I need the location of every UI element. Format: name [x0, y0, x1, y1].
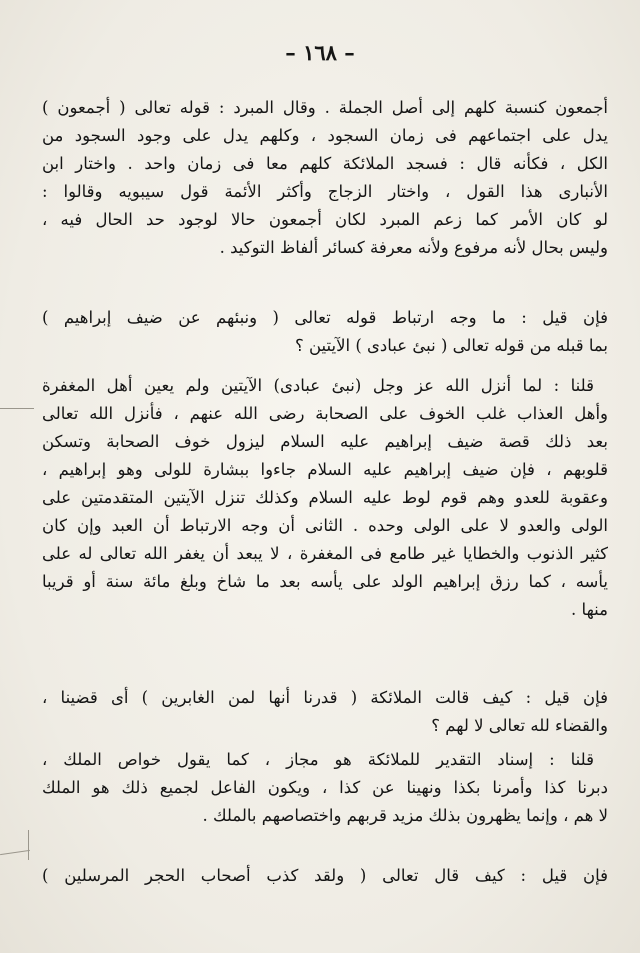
- text-line: الأنبارى هذا القول ، واختار الزجاج وأكثر الأئمة قول سيبويه وقالوا :: [42, 182, 608, 201]
- text-line: فإن قيل : كيف قالت الملائكة ( قدرنا أنها لمن الغابرين ) أى قضينا ،: [42, 688, 608, 707]
- paragraph-al-mubarrad-ajmaun: [42, 94, 608, 262]
- text-line: بما قبله من قوله تعالى ( نبئ عبادى ) الآيتين ؟: [294, 336, 608, 355]
- answer-ibrahim-guests: [42, 372, 608, 624]
- text-line: فإن قيل : كيف قال تعالى ( ولقد كذب أصحاب الحجر المرسلين ): [42, 866, 608, 885]
- text-line: يدل على اجتماعهم فى زمان السجود ، وكلهم يدل على وجود السجود من: [42, 126, 608, 145]
- text-line: قلوبهم ، فإن ضيف إبراهيم عليه السلام جاءوا ببشارة للولى وهو إبراهيم ،: [42, 460, 608, 479]
- text-line: وأهل العذاب غلب الخوف على الصحابة رضى الله عنهم ، فأنزل الله تعالى: [42, 404, 608, 423]
- text-line: فإن قيل : ما وجه ارتباط قوله تعالى ( ونبئهم عن ضيف إبراهيم ): [42, 308, 608, 327]
- text-line: لو كان الأمر كما زعم المبرد لكان أجمعون حالا لوجود حد الحال فيه ،: [42, 210, 608, 229]
- question-angels-decreed: [42, 684, 608, 740]
- text-line: والقضاء لله تعالى لا لهم ؟: [431, 716, 608, 735]
- scan-artifact: [28, 830, 29, 860]
- text-line: لا هم ، وإنما يظهرون بذلك مزيد قربهم واختصاصهم بالملك .: [202, 806, 608, 825]
- question-ashab-al-hijr: [42, 862, 608, 890]
- text-line: الولى والعدو لا على الولى وحده . الثانى أن وجه الارتباط أن العبد وإن كان: [42, 516, 608, 535]
- text-line: قلنا : إسناد التقدير للملائكة هو مجاز ، كما يقول خواص الملك ،: [42, 750, 594, 769]
- answer-angels-decreed: [42, 746, 608, 830]
- text-line: قلنا : لما أنزل الله عز وجل (نبئ عبادى) الآيتين ولم يعين أهل المغفرة: [42, 376, 594, 395]
- text-line: وعقوبة للعدو وهم قوم لوط عليه السلام وكذلك تنزل الآيتين المتقدمتين على: [42, 488, 608, 507]
- text-line: وليس بحال لأنه مرفوع ولأنه معرفة كسائر ألفاظ التوكيد .: [219, 238, 608, 257]
- scan-artifact: [0, 408, 34, 409]
- text-line: بعد ذلك قصة ضيف إبراهيم عليه السلام ليزول خوف الصحابة وتسكن: [42, 432, 608, 451]
- text-line: يأسه ، كما رزق إبراهيم الولد على يأسه بعد ما شاخ وبلغ مائة سنة أو قريبا: [42, 572, 608, 591]
- text-line: دبرنا كذا وأمرنا بكذا ونهينا عن كذا ، ويكون الفاعل لجميع ذلك هو الملك: [42, 778, 608, 797]
- scan-artifact: [0, 850, 30, 855]
- text-line: أجمعون كنسبة كلهم إلى أصل الجملة . وقال المبرد : قوله تعالى ( أجمعون ): [42, 98, 608, 117]
- text-line: منها .: [571, 600, 608, 619]
- page-number: – ١٦٨ –: [285, 40, 355, 65]
- text-line: كثير الذنوب والخطايا غير طامع فى المغفرة ، لا يبعد أن يغفر الله تعالى له على: [42, 544, 608, 563]
- question-ibrahim-guests: [42, 304, 608, 360]
- text-line: الكل ، فكأنه قال : فسجد الملائكة كلهم معا فى زمان واحد . واختار ابن: [42, 154, 608, 173]
